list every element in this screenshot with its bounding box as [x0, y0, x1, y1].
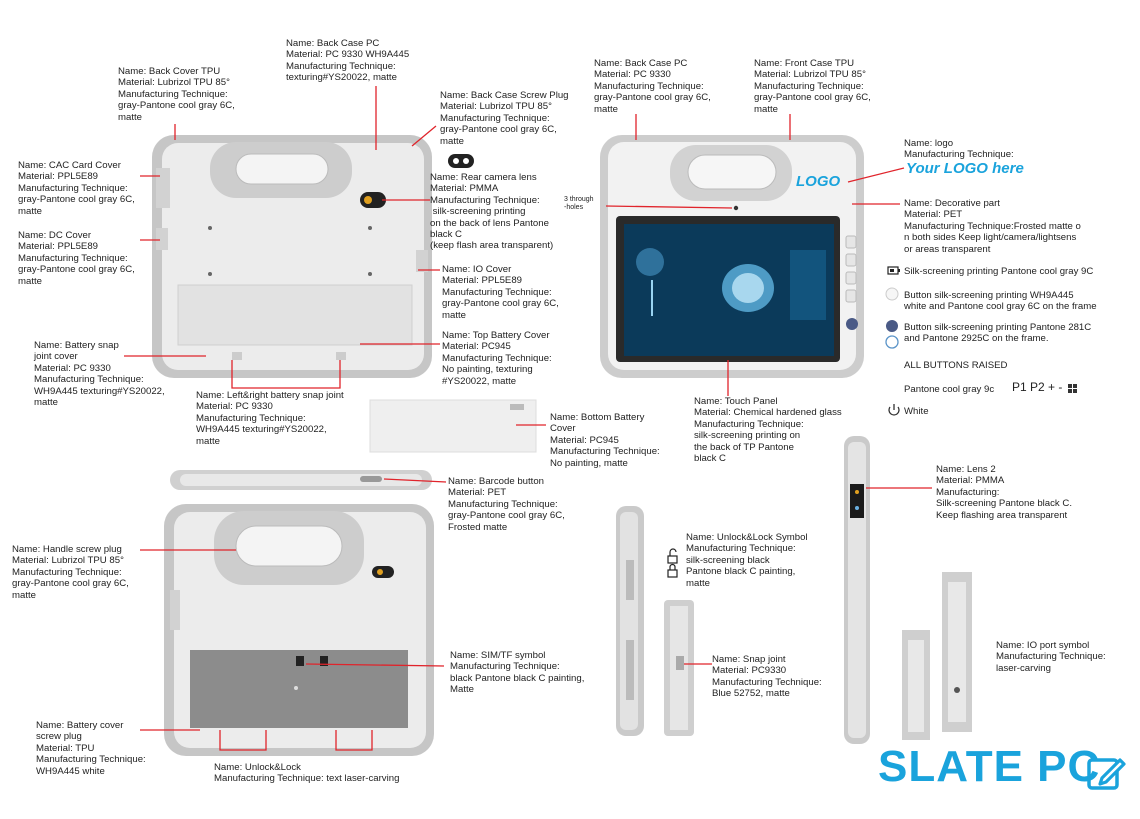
callout-battery-cover-screw-plug: Name: Battery cover screw plug Material: TPU Manufacturing Technique: WH9A445 white	[36, 720, 146, 777]
callout-touch-panel: Name: Touch Panel Material: Chemical hardened glass Manufacturing Technique: silk-screening printing on the back of TP Pantone black C	[694, 396, 842, 465]
legend-silk-9c: Silk-screening printing Pantone cool gray 9C	[904, 266, 1094, 277]
callout-front-case-tpu: Name: Front Case TPU Material: Lubrizol TPU 85° Manufacturing Technique: gray-Pantone cool gray 6C, matte	[754, 58, 871, 115]
power-icon	[889, 404, 899, 415]
callout-handle-screw-plug: Name: Handle screw plug Material: Lubrizol TPU 85° Manufacturing Technique: gray-Pantone cool gray 6C, matte	[12, 544, 129, 601]
callout-rear-camera-lens: Name: Rear camera lens Material: PMMA Manufacturing Technique: silk-screening printing on the back of lens Pantone black C (keep flash area transparent)	[430, 172, 554, 252]
unlock-icon	[668, 549, 677, 563]
callout-back-case-screw-plug: Name: Back Case Screw Plug Material: Lubrizol TPU 85° Manufacturing Technique: gray-Pantone cool gray 6C, matte	[440, 90, 569, 147]
callout-snap-joint: Name: Snap joint Material: PC9330 Manufacturing Technique: Blue 52752, matte	[712, 654, 822, 700]
back-view-open-tablet	[164, 504, 434, 756]
callout-left-right-snap-joint: Name: Left&right battery snap joint Material: PC 9330 Manufacturing Technique: WH9A445 texturing#YS20022, matte	[196, 390, 344, 447]
legend-button-281c: Button silk-screening printing Pantone 281C and Pantone 2925C on the frame.	[904, 322, 1092, 344]
callout-bottom-battery-cover: Name: Bottom Battery Cover Material: PC945 Manufacturing Technique: No painting, matte	[550, 412, 660, 469]
callout-unlock-lock: Name: Unlock&Lock Manufacturing Technique: text laser-carving	[214, 762, 400, 785]
callout-top-battery-cover: Name: Top Battery Cover Material: PC945 Manufacturing Technique: No painting, texturing #YS20022, matte	[442, 330, 552, 387]
callout-back-case-pc: Name: Back Case PC Material: PC 9330 WH9A445 Manufacturing Technique: texturing#YS20022, matte	[286, 38, 410, 84]
side-profile-left	[616, 506, 644, 736]
brand-title: SLATE PC	[878, 742, 1101, 791]
callout-battery-snap-joint: Name: Battery snap joint cover Material: PC 9330 Manufacturing Technique: WH9A445 texturing#YS20022, matte	[34, 340, 165, 409]
legend-button-white: Button silk-screening printing WH9A445 white and Pantone cool gray 6C on the frame	[904, 290, 1097, 312]
logo-slogan: Your LOGO here	[906, 160, 1024, 177]
white-button-icon	[886, 288, 898, 300]
edit-icon	[1086, 752, 1126, 792]
callout-back-case-pc-2: Name: Back Case PC Material: PC 9330 Manufacturing Technique: gray-Pantone cool gray 6C, matte	[594, 58, 711, 115]
legend-cool-gray-9c: Pantone cool gray 9c	[904, 384, 995, 395]
callout-lens-2: Name: Lens 2 Material: PMMA Manufacturing: Silk-screening Pantone black C. Keep flashing area transparent	[936, 464, 1072, 521]
logo-mark: LOGO	[796, 173, 841, 190]
callout-barcode-button: Name: Barcode button Material: PET Manufacturing Technique: gray-Pantone cool gray 6C, Frosted matte	[448, 476, 565, 533]
windows-icon	[1068, 384, 1077, 393]
callout-decorative-part: Name: Decorative part Material: PET Manufacturing Technique:Frosted matte o n both sides Keep light/camera/lightsens or areas transparent	[904, 198, 1081, 255]
callout-back-cover-tpu: Name: Back Cover TPU Material: Lubrizol TPU 85° Manufacturing Technique: gray-Pantone cool gray 6C, matte	[118, 66, 235, 123]
battery-symbol-icon	[888, 267, 900, 274]
side-profile-middle	[664, 600, 694, 736]
callout-cac-card-cover: Name: CAC Card Cover Material: PPL5E89 Manufacturing Technique: gray-Pantone cool gray 6C, matte	[18, 160, 135, 217]
callout-io-cover: Name: IO Cover Material: PPL5E89 Manufacturing Technique: gray-Pantone cool gray 6C, matte	[442, 264, 559, 321]
legend-p-keys: P1 P2 + -	[1012, 380, 1066, 394]
lock-icon	[668, 565, 677, 578]
callout-dc-cover: Name: DC Cover Material: PPL5E89 Manufacturing Technique: gray-Pantone cool gray 6C, matte	[18, 230, 135, 287]
side-profile-right	[844, 436, 870, 744]
blue-button-icon	[886, 320, 898, 332]
back-view-tablet	[152, 135, 432, 378]
callout-sim-tf-symbol: Name: SIM/TF symbol Manufacturing Technique: black Pantone black C painting, Matte	[450, 650, 585, 696]
rear-lens-detail	[448, 154, 474, 168]
ring-button-icon	[886, 336, 898, 348]
through-holes-label: 3 through -holes	[564, 196, 594, 211]
callout-io-port-symbol: Name: IO port symbol Manufacturing Technique: laser-carving	[996, 640, 1106, 674]
io-port-details	[902, 572, 972, 740]
legend-buttons-raised: ALL BUTTONS RAISED	[904, 360, 1008, 371]
callout-logo: Name: logo Manufacturing Technique:	[904, 138, 1014, 161]
callout-unlock-lock-symbol: Name: Unlock&Lock Symbol Manufacturing Technique: silk-screening black Pantone black C painting, matte	[686, 532, 808, 589]
legend-white: White	[904, 406, 929, 417]
front-view-tablet	[600, 135, 864, 378]
